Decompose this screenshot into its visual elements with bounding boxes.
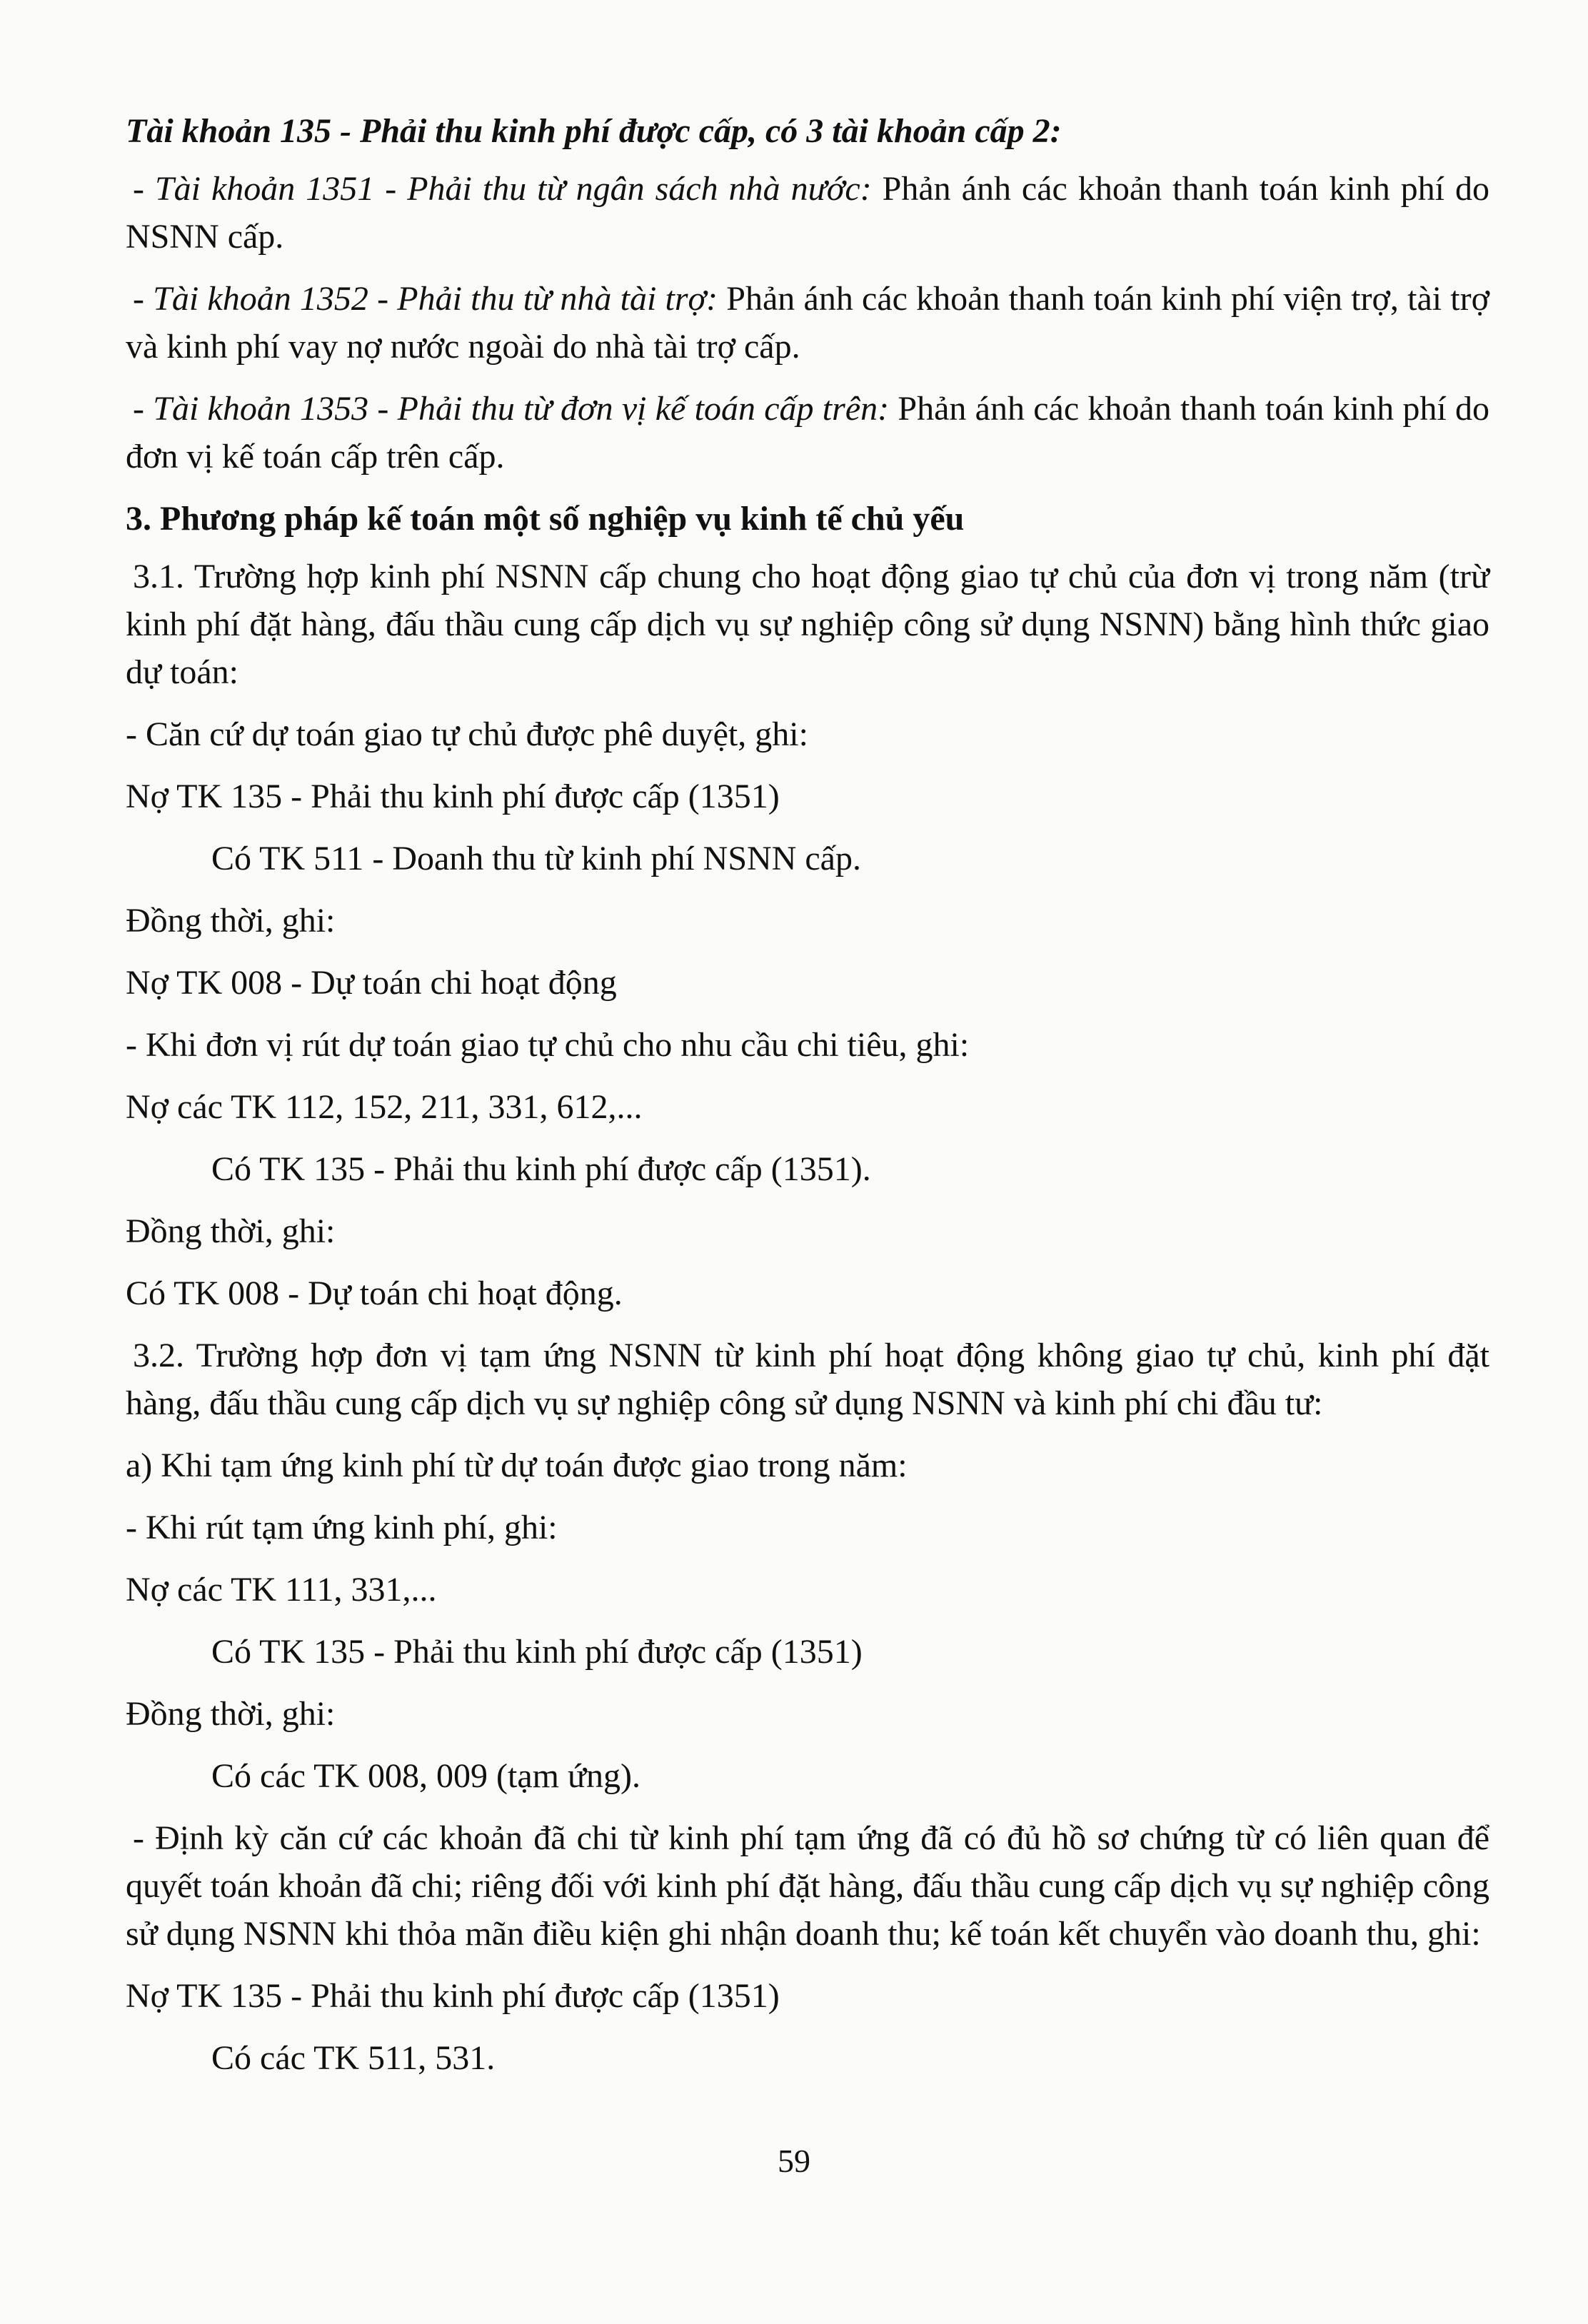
case-3-2-intro: 3.2. Trường hợp đơn vị tạm ứng NSNN từ kinh phí hoạt động không giao tự chủ, kinh phí đặt hàng, đấu thầu cung cấp dịch vụ sự nghiệp công sử dụng NSNN và kinh phí chi đầu tư:	[126, 1337, 1489, 1422]
case-3-2-periodic: - Định kỳ căn cứ các khoản đã chi từ kinh phí tạm ứng đã có đủ hồ sơ chứng từ có liên quan để quyết toán khoản đã chi; riêng đối với kinh phí đặt hàng, đấu thầu cung cấp dịch vụ sự nghiệp công sử dụng NSNN khi thỏa mãn điều kiện ghi nhận doanh thu; kế toán kết chuyển vào doanh thu, ghi:	[126, 1819, 1489, 1953]
document-body	[126, 107, 1489, 2096]
case-3-1-line: Có TK 008 - Dự toán chi hoạt động.	[126, 1274, 623, 1312]
case-3-1-line: Nợ TK 135 - Phải thu kinh phí được cấp (1351)	[126, 778, 780, 815]
case-3-1-line: - Căn cứ dự toán giao tự chủ được phê duyệt, ghi:	[126, 715, 808, 753]
sub-account-desc: Phản ánh các khoản thanh toán kinh phí do NSNN cấp.	[126, 170, 1489, 256]
case-3-1-line: Có TK 135 - Phải thu kinh phí được cấp (1351).	[211, 1150, 871, 1188]
case-3-2-line: Có TK 135 - Phải thu kinh phí được cấp (1351)	[211, 1633, 863, 1671]
case-3-2-line: Nợ TK 135 - Phải thu kinh phí được cấp (1351)	[126, 1977, 780, 2015]
sub-account-name: - Tài khoản 1353 - Phải thu từ đơn vị kế toán cấp trên:	[133, 390, 890, 428]
sub-account-name: - Tài khoản 1351 - Phải thu từ ngân sách nhà nước:	[133, 170, 872, 208]
method-heading: 3. Phương pháp kế toán một số nghiệp vụ kinh tế chủ yếu	[126, 500, 965, 538]
case-3-1-line: - Khi đơn vị rút dự toán giao tự chủ cho nhu cầu chi tiêu, ghi:	[126, 1026, 970, 1064]
case-3-2-line: Có các TK 511, 531.	[211, 2039, 496, 2077]
case-3-1-line: Đồng thời, ghi:	[126, 902, 336, 940]
sub-account-desc: Phản ánh các khoản thanh toán kinh phí do đơn vị kế toán cấp trên cấp.	[126, 390, 1489, 476]
sub-account-name: - Tài khoản 1352 - Phải thu từ nhà tài trợ:	[133, 280, 718, 318]
page-number: 59	[778, 2143, 810, 2179]
sub-account-1351	[126, 165, 1489, 261]
case-3-2-a: a) Khi tạm ứng kinh phí từ dự toán được giao trong năm:	[126, 1447, 908, 1484]
case-3-1-line: Nợ các TK 112, 152, 211, 331, 612,...	[126, 1088, 643, 1126]
case-3-2-line: Nợ các TK 111, 331,...	[126, 1571, 437, 1609]
case-3-1-intro: 3.1. Trường hợp kinh phí NSNN cấp chung cho hoạt động giao tự chủ của đơn vị trong năm (trừ kinh phí đặt hàng, đấu thầu cung cấp dịch vụ sự nghiệp công sử dụng NSNN) bằng hình thức giao dự toán:	[126, 558, 1489, 691]
case-3-1-line: Nợ TK 008 - Dự toán chi hoạt động	[126, 964, 617, 1002]
sub-account-desc: Phản ánh các khoản thanh toán kinh phí viện trợ, tài trợ và kinh phí vay nợ nước ngoài do nhà tài trợ cấp.	[126, 280, 1490, 366]
sub-account-1352	[126, 275, 1489, 371]
case-3-2-line: - Khi rút tạm ứng kinh phí, ghi:	[126, 1509, 558, 1546]
case-3-2-line: Đồng thời, ghi:	[126, 1695, 336, 1733]
case-3-1-line: Có TK 511 - Doanh thu từ kinh phí NSNN cấp.	[211, 840, 861, 877]
case-3-2-line: Có các TK 008, 009 (tạm ứng).	[211, 1757, 641, 1795]
sub-account-1353	[126, 385, 1489, 481]
case-3-1-line: Đồng thời, ghi:	[126, 1212, 336, 1250]
section-title: Tài khoản 135 - Phải thu kinh phí được cấp, có 3 tài khoản cấp 2:	[126, 112, 1062, 150]
